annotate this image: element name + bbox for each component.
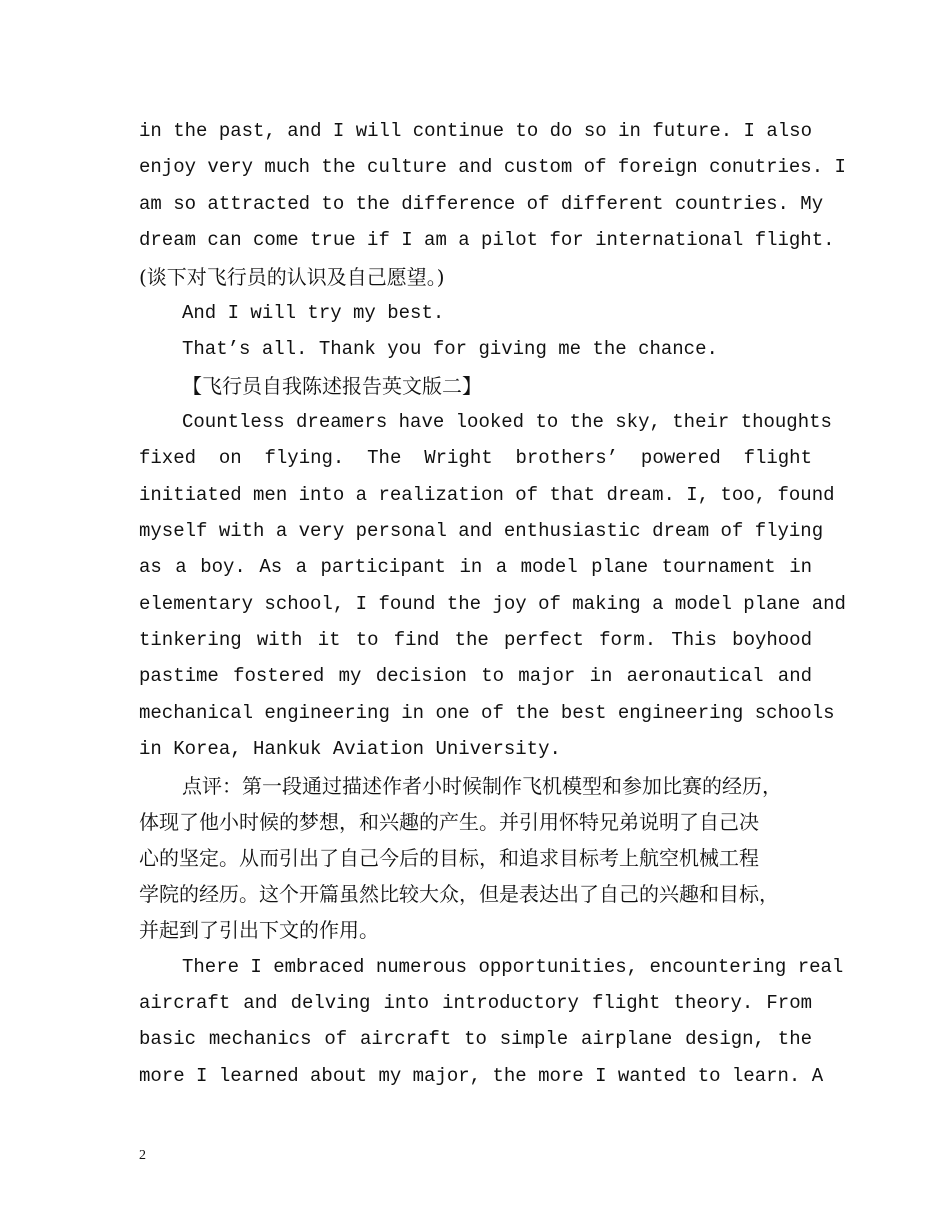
- commentary-line: 点评：第一段通过描述作者小时候制作飞机模型和参加比赛的经历，: [182, 773, 782, 798]
- text-line: That’s all. Thank you for giving me the chance.: [182, 338, 718, 361]
- text-line: aircraft and delving into introductory flight theory. From: [139, 991, 812, 1014]
- text-line: elementary school, I found the joy of making a model plane and: [139, 592, 846, 615]
- text-line: And I will try my best.: [182, 301, 445, 324]
- text-line: dream can come true if I am a pilot for international flight.: [139, 229, 835, 252]
- text-line: as a boy. As a participant in a model plane tournament in: [139, 556, 812, 579]
- text-line: myself with a very personal and enthusiastic dream of flying: [139, 519, 824, 542]
- commentary-line: 体现了他小时候的梦想，和兴趣的产生。并引用怀特兄弟说明了自己决: [139, 809, 759, 834]
- section-heading: 【飞行员自我陈述报告英文版二】: [182, 373, 482, 398]
- text-line: fixed on flying. The Wright brothers’ powered flight: [139, 447, 812, 470]
- page-number: 2: [139, 1148, 146, 1163]
- chinese-note-line: (谈下对飞行员的认识及自己愿望。): [139, 264, 445, 289]
- text-line: in Korea, Hankuk Aviation University.: [139, 738, 561, 761]
- text-line: initiated men into a realization of that dream. I, too, found: [139, 483, 835, 506]
- text-line: pastime fostered my decision to major in aeronautical and: [139, 665, 812, 688]
- commentary-line: 学院的经历。这个开篇虽然比较大众，但是表达出了自己的兴趣和目标，: [139, 882, 779, 907]
- text-line: in the past, and I will continue to do so in future. I also: [139, 120, 812, 142]
- text-line: am so attracted to the difference of different countries. My: [139, 192, 824, 215]
- text-line: Countless dreamers have looked to the sky, their thoughts: [182, 410, 832, 433]
- text-line: tinkering with it to find the perfect form. This boyhood: [139, 629, 812, 652]
- body-text: [139, 113, 846, 1094]
- text-line: basic mechanics of aircraft to simple airplane design, the: [139, 1028, 812, 1051]
- text-line: There I embraced numerous opportunities, encountering real: [182, 955, 844, 978]
- text-line: more I learned about my major, the more I wanted to learn. A: [139, 1064, 824, 1087]
- commentary-line: 心的坚定。从而引出了自己今后的目标，和追求目标考上航空机械工程: [139, 846, 759, 870]
- commentary-line: 并起到了引出下文的作用。: [139, 918, 379, 943]
- text-line: mechanical engineering in one of the best engineering schools: [139, 701, 835, 724]
- text-line: enjoy very much the culture and custom of foreign conutries. I: [139, 156, 846, 179]
